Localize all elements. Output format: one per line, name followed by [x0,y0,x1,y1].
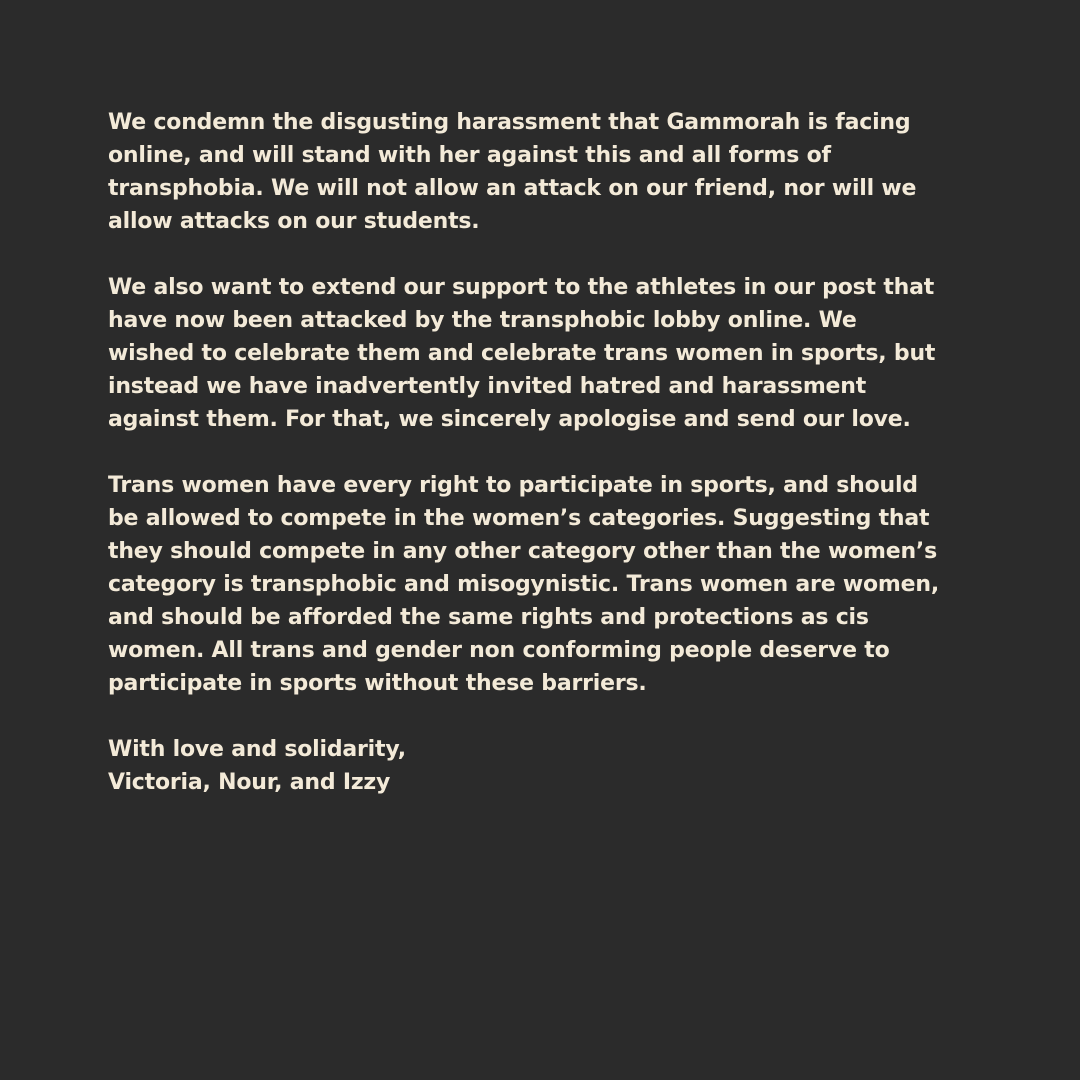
signature-names: Victoria, Nour, and Izzy [108,770,391,795]
closing-line: With love and solidarity, [108,737,406,762]
statement-paragraph-1: We condemn the disgusting harassment that Gammorah is facing online, and will stand with her against this and all forms of transphobia. We will not allow an attack on our friend, nor will we allow attacks on our students. [108,110,917,234]
statement-paragraph-2: We also want to extend our support to the athletes in our post that have now been attacked by the transphobic lobby online. We wished to celebrate them and celebrate trans women in sports, but instead we have inadvertently invited hatred and harassment against them. For that, we sincerely apologise and send our love. [108,275,936,432]
statement-paragraph-3: Trans women have every right to participate in sports, and should be allowed to compete in the women’s categories. Suggesting that they should compete in any other category other than the women’s category is transphobic and misogynistic. Trans women are women, and should be afforded the same rights and protections as cis women. All trans and gender non conforming people deserve to participate in sports without these barriers. [108,473,939,696]
signoff-block [108,733,990,799]
